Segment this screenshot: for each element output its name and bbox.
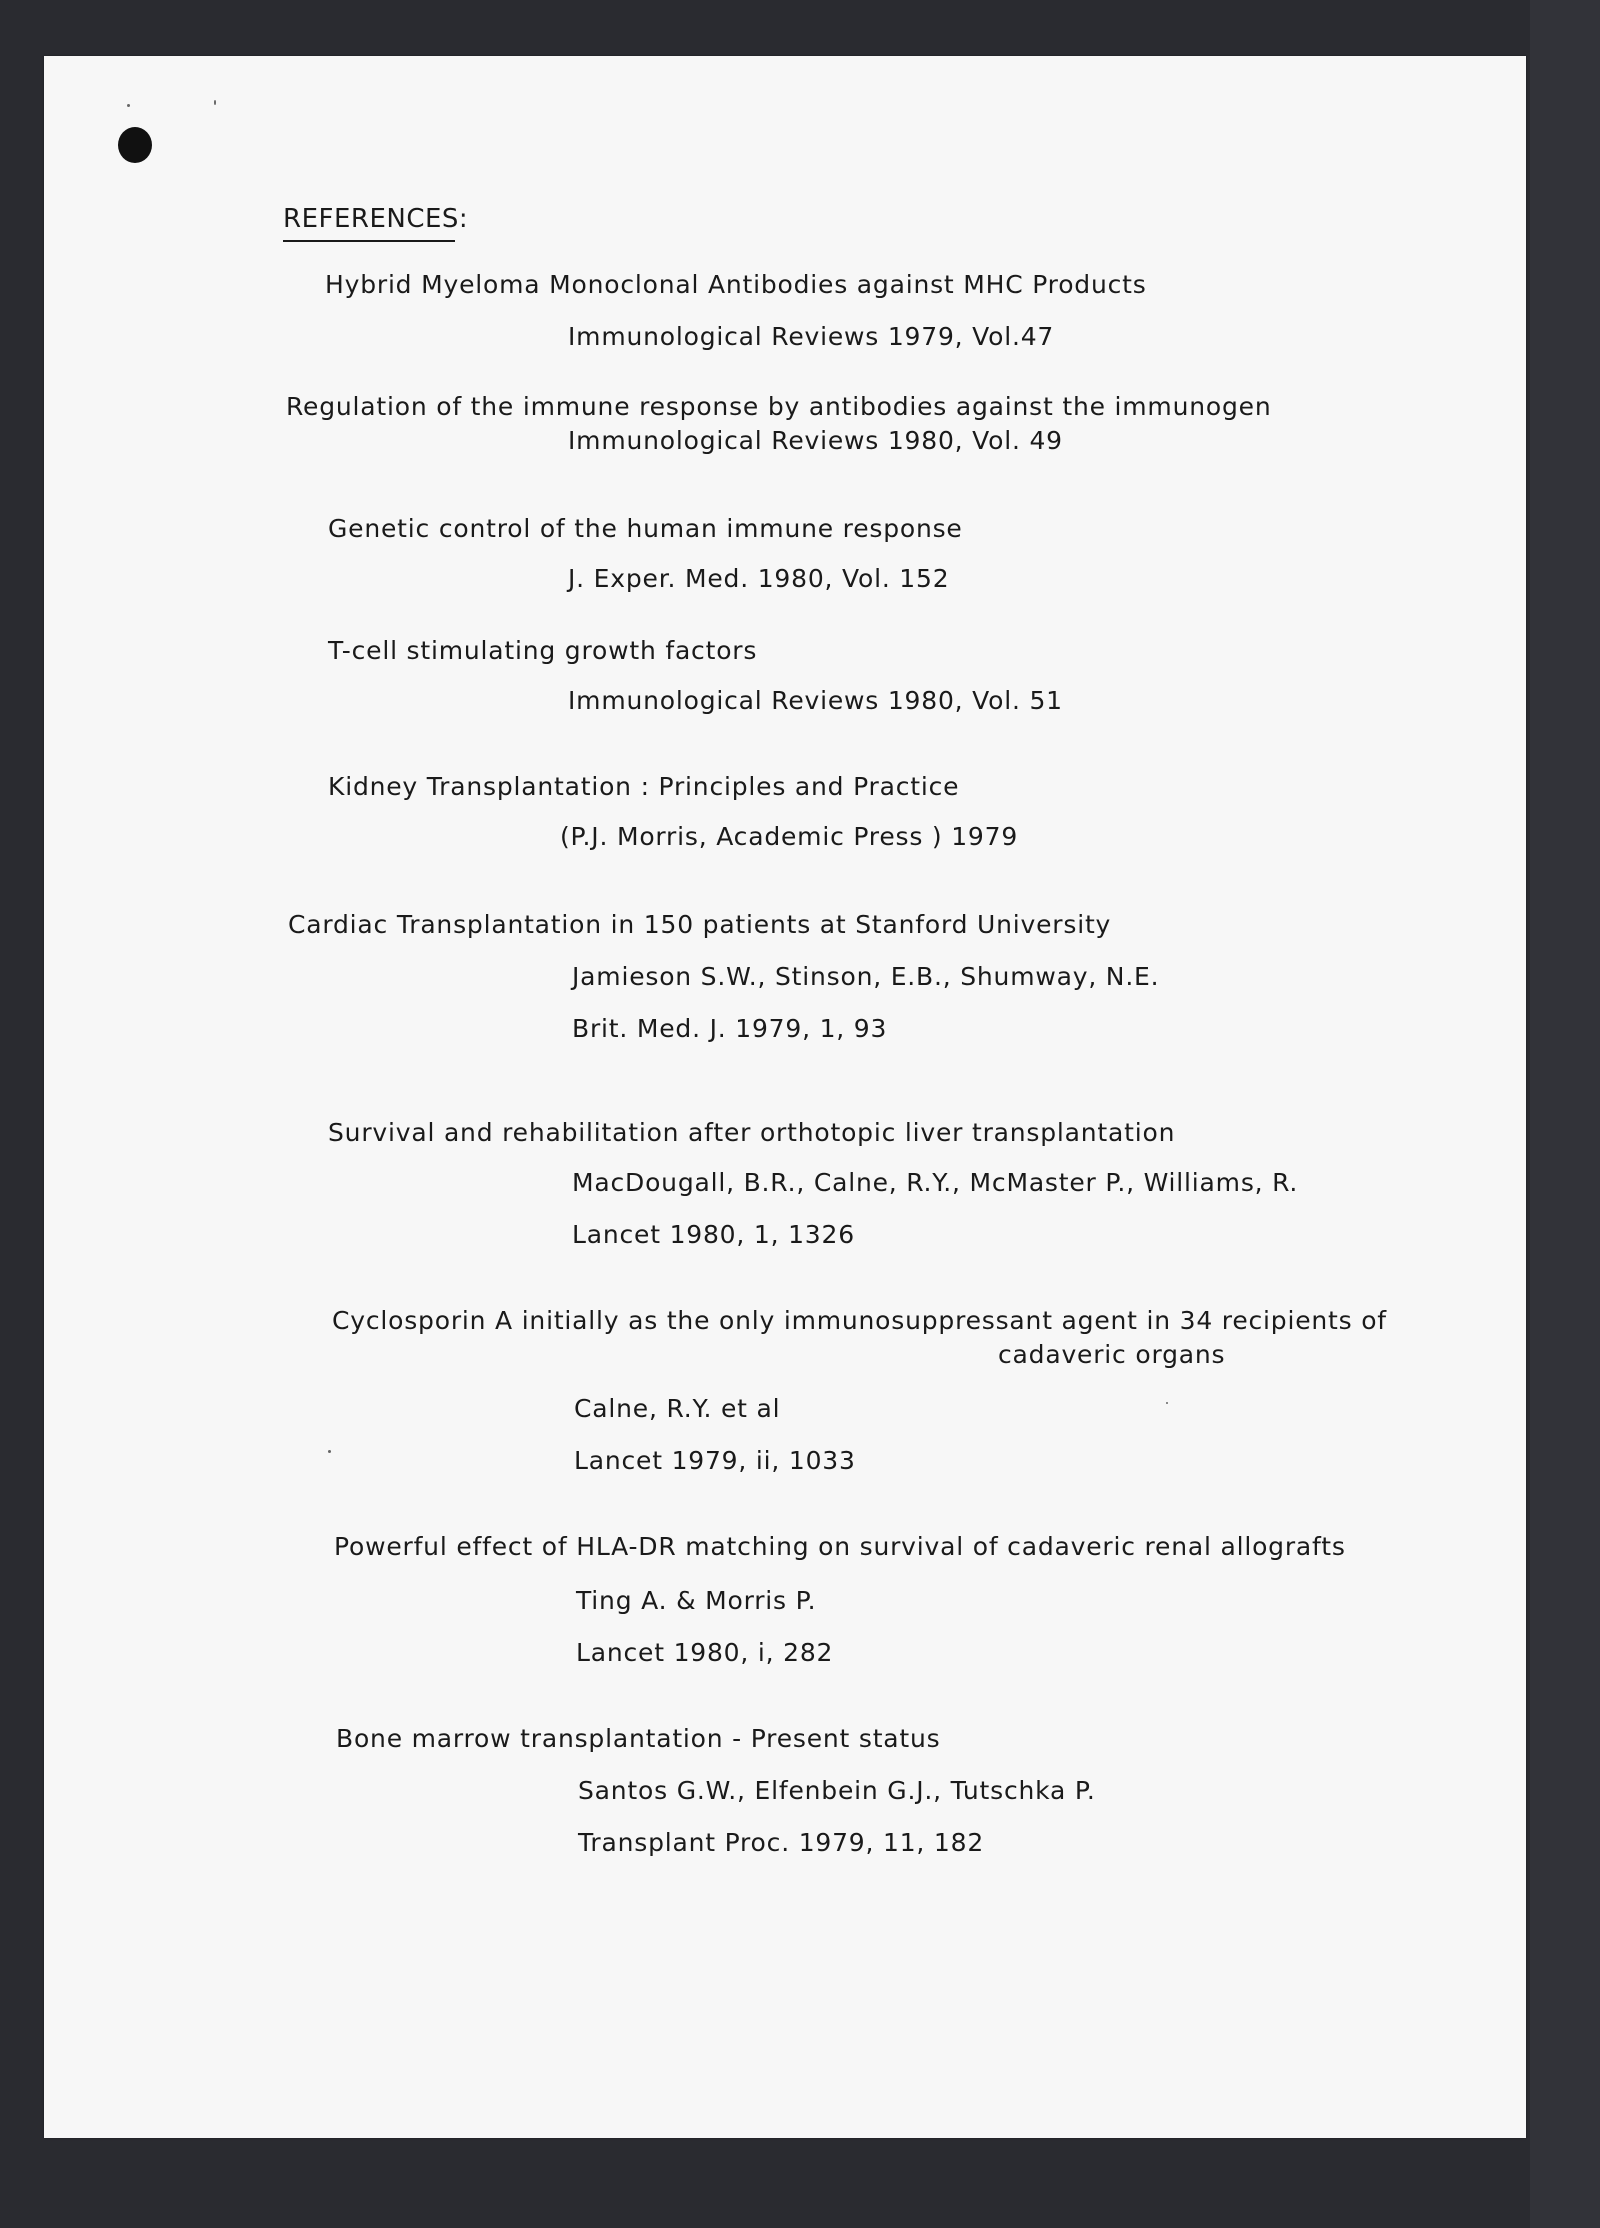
reference-citation: J. Exper. Med. 1980, Vol. 152 [568,564,950,593]
reference-citation: Lancet 1979, ii, 1033 [574,1446,856,1475]
reference-authors: Calne, R.Y. et al [574,1394,781,1423]
reference-citation: Lancet 1980, 1, 1326 [572,1220,855,1249]
reference-title: Regulation of the immune response by antibodies against the immunogen [286,392,1272,421]
reference-title: Cardiac Transplantation in 150 patients at Stanford University [288,910,1112,939]
paper-speck [1166,1402,1168,1404]
reference-authors: Ting A. & Morris P. [576,1586,817,1615]
reference-title: T-cell stimulating growth factors [328,636,758,665]
reference-authors: Jamieson S.W., Stinson, E.B., Shumway, N.E. [572,962,1160,991]
reference-citation: Lancet 1980, i, 282 [576,1638,834,1667]
heading-underline [283,240,455,242]
reference-title: Powerful effect of HLA-DR matching on survival of cadaveric renal allografts [334,1532,1346,1561]
reference-title: Cyclosporin A initially as the only immunosuppressant agent in 34 recipients of [332,1306,1387,1335]
reference-citation: Brit. Med. J. 1979, 1, 93 [572,1014,888,1043]
reference-title: Kidney Transplantation : Principles and Practice [328,772,960,801]
reference-citation: (P.J. Morris, Academic Press ) 1979 [560,822,1019,851]
paper-speck [328,1450,331,1453]
references-heading: REFERENCES: [283,204,469,234]
punch-hole [118,127,152,163]
paper-speck [127,104,130,107]
reference-citation: Immunological Reviews 1980, Vol. 49 [568,426,1063,455]
reference-title: Bone marrow transplantation - Present status [336,1724,941,1753]
reference-citation: Immunological Reviews 1980, Vol. 51 [568,686,1063,715]
reference-title: Survival and rehabilitation after orthotopic liver transplantation [328,1118,1176,1147]
paper-speck [214,100,216,105]
reference-citation: Transplant Proc. 1979, 11, 182 [578,1828,985,1857]
scan-background-edge [1530,0,1600,2228]
reference-title-continued: cadaveric organs [998,1340,1226,1369]
reference-citation: Immunological Reviews 1979, Vol.47 [568,322,1055,351]
reference-title: Hybrid Myeloma Monoclonal Antibodies against MHC Products [325,270,1147,299]
reference-authors: MacDougall, B.R., Calne, R.Y., McMaster P., Williams, R. [572,1168,1299,1197]
document-page [44,56,1526,2138]
reference-title: Genetic control of the human immune response [328,514,963,543]
reference-authors: Santos G.W., Elfenbein G.J., Tutschka P. [578,1776,1096,1805]
